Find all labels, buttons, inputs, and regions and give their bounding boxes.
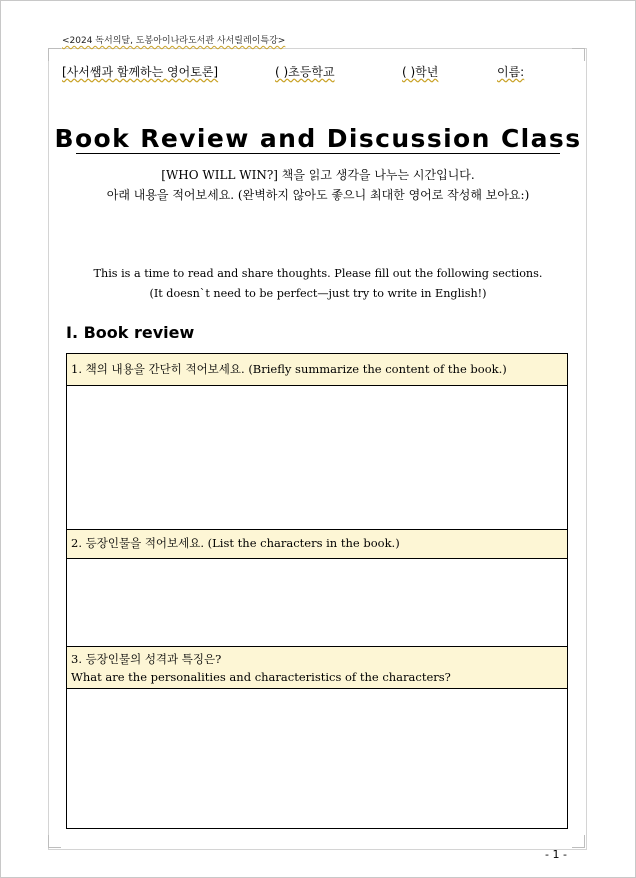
subtitle-line-1: [WHO WILL WIN?] 책을 읽고 생각을 나누는 시간입니다. — [161, 168, 475, 182]
answer-3-area[interactable] — [67, 689, 567, 828]
program-label: [사서쌤과 함께하는 영어토론] — [62, 65, 219, 79]
margin-corner-mark — [48, 835, 61, 848]
book-review-table — [66, 353, 568, 829]
school-field[interactable]: ( )초등학교 — [275, 65, 335, 79]
question-2-header — [67, 530, 567, 559]
title-underline — [76, 153, 560, 154]
english-intro-line-2: (It doesn`t need to be perfect—just try to write in English!) — [149, 287, 487, 300]
question-1-header — [67, 354, 567, 386]
question-1-text: 1. 책의 내용을 간단히 적어보세요. (Briefly summarize the content of the book.) — [71, 362, 507, 376]
page-title: Book Review and Discussion Class — [54, 124, 582, 153]
margin-corner-mark — [572, 48, 585, 61]
answer-2-area[interactable] — [67, 559, 567, 647]
english-intro-line-1: This is a time to read and share thoughts. Please fill out the following sections. — [93, 267, 543, 280]
question-3-header — [67, 647, 567, 689]
question-2-text: 2. 등장인물을 적어보세요. (List the characters in the book.) — [71, 536, 400, 550]
margin-corner-mark — [48, 48, 61, 61]
subtitle-line-2: 아래 내용을 적어보세요. (완벽하지 않아도 좋으니 최대한 영어로 작성해 보아요:) — [106, 188, 530, 202]
margin-corner-mark — [572, 835, 585, 848]
page-number: - 1 - — [545, 848, 567, 861]
answer-1-area[interactable] — [67, 386, 567, 530]
section-heading: Ⅰ. Book review — [66, 323, 195, 342]
event-header: <2024 독서의달, 도봉아이나라도서관 사서릴레이특강> — [62, 36, 286, 46]
question-3-text: 3. 등장인물의 성격과 특징은? — [71, 652, 222, 666]
grade-field[interactable]: ( )학년 — [402, 65, 439, 79]
name-field[interactable]: 이름: — [497, 65, 525, 79]
question-3-text-english: What are the personalities and characteristics of the characters? — [71, 670, 451, 684]
